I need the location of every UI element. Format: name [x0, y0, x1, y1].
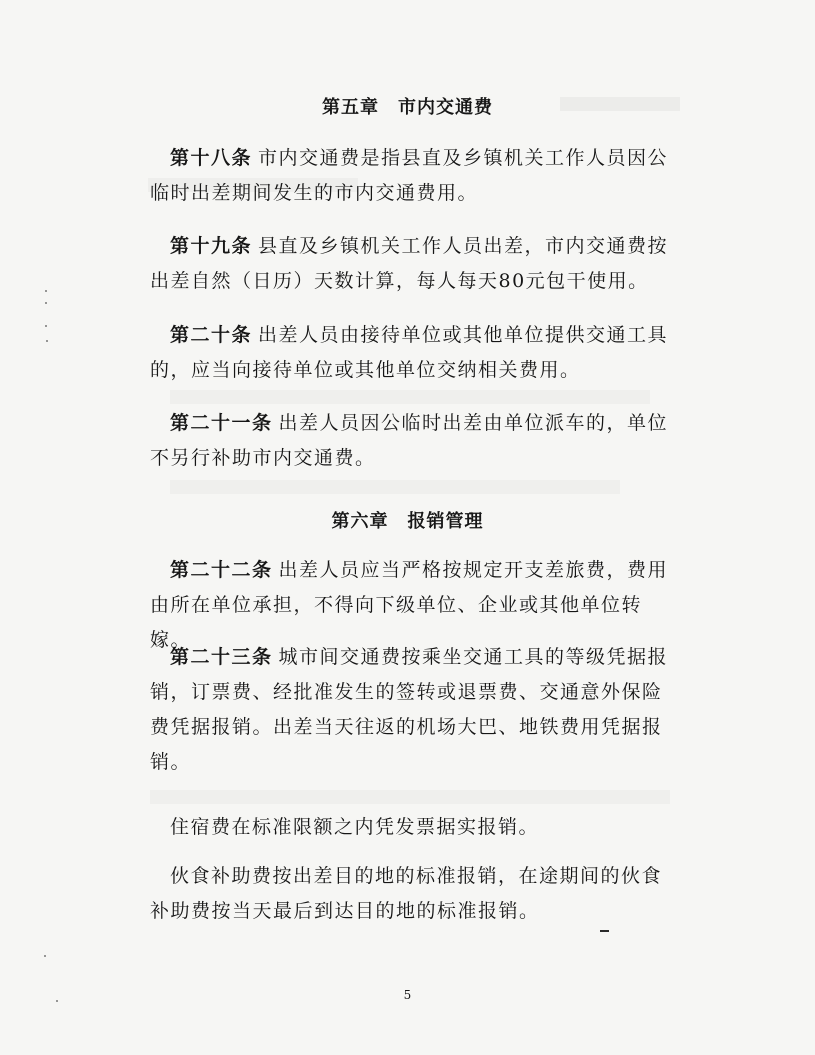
article-paragraph: [150, 640, 670, 780]
article-text: 市内交通费是指县直及乡镇机关工作人员因公临时出差期间发生的市内交通费用。: [150, 147, 669, 204]
scan-speck: [45, 290, 47, 292]
bleed-through-mark: [170, 480, 620, 494]
article-text: 县直及乡镇机关工作人员出差，市内交通费按出差自然（日历）天数计算，每人每天80元包干使用。: [150, 235, 669, 292]
article-label: 第二十一条: [170, 412, 273, 434]
bleed-through-mark: [150, 790, 670, 804]
ink-mark: [600, 930, 609, 932]
article-paragraph: [150, 406, 670, 476]
scan-speck: [44, 955, 46, 957]
page-number: 5: [403, 988, 412, 1002]
chapter-heading: 第六章 报销管理: [331, 511, 484, 532]
chapter-heading: 第五章 市内交通费: [322, 97, 493, 118]
bleed-through-mark: [170, 390, 650, 404]
body-paragraph: 伙食补助费按出差目的地的标准报销，在途期间的伙食补助费按当天最后到达目的地的标准报销。: [150, 865, 663, 922]
scan-speck: [45, 325, 47, 327]
scan-speck: [46, 340, 48, 342]
article-label: 第十九条: [170, 235, 253, 257]
article-label: 第二十三条: [170, 646, 273, 668]
article-text: 出差人员由接待单位或其他单位提供交通工具的，应当向接待单位或其他单位交纳相关费用。: [150, 324, 669, 381]
article-paragraph: [150, 229, 670, 299]
article-paragraph: [150, 141, 670, 211]
body-paragraph: 住宿费在标准限额之内凭发票据实报销。: [170, 816, 540, 838]
article-text: 出差人员因公临时出差由单位派车的，单位不另行补助市内交通费。: [150, 412, 669, 469]
article-paragraph: [150, 318, 670, 388]
article-label: 第二十二条: [170, 559, 273, 581]
article-label: 第二十条: [170, 324, 253, 346]
scan-speck: [45, 302, 47, 304]
article-text: 出差人员应当严格按规定开支差旅费，费用由所在单位承担，不得向下级单位、企业或其他单位转嫁。: [150, 559, 669, 651]
article-text: 城市间交通费按乘坐交通工具的等级凭据报销，订票费、经批准发生的签转或退票费、交通意外保险费凭据报销。出差当天往返的机场大巴、地铁费用凭据报销。: [150, 646, 669, 773]
article-label: 第十八条: [170, 147, 253, 169]
